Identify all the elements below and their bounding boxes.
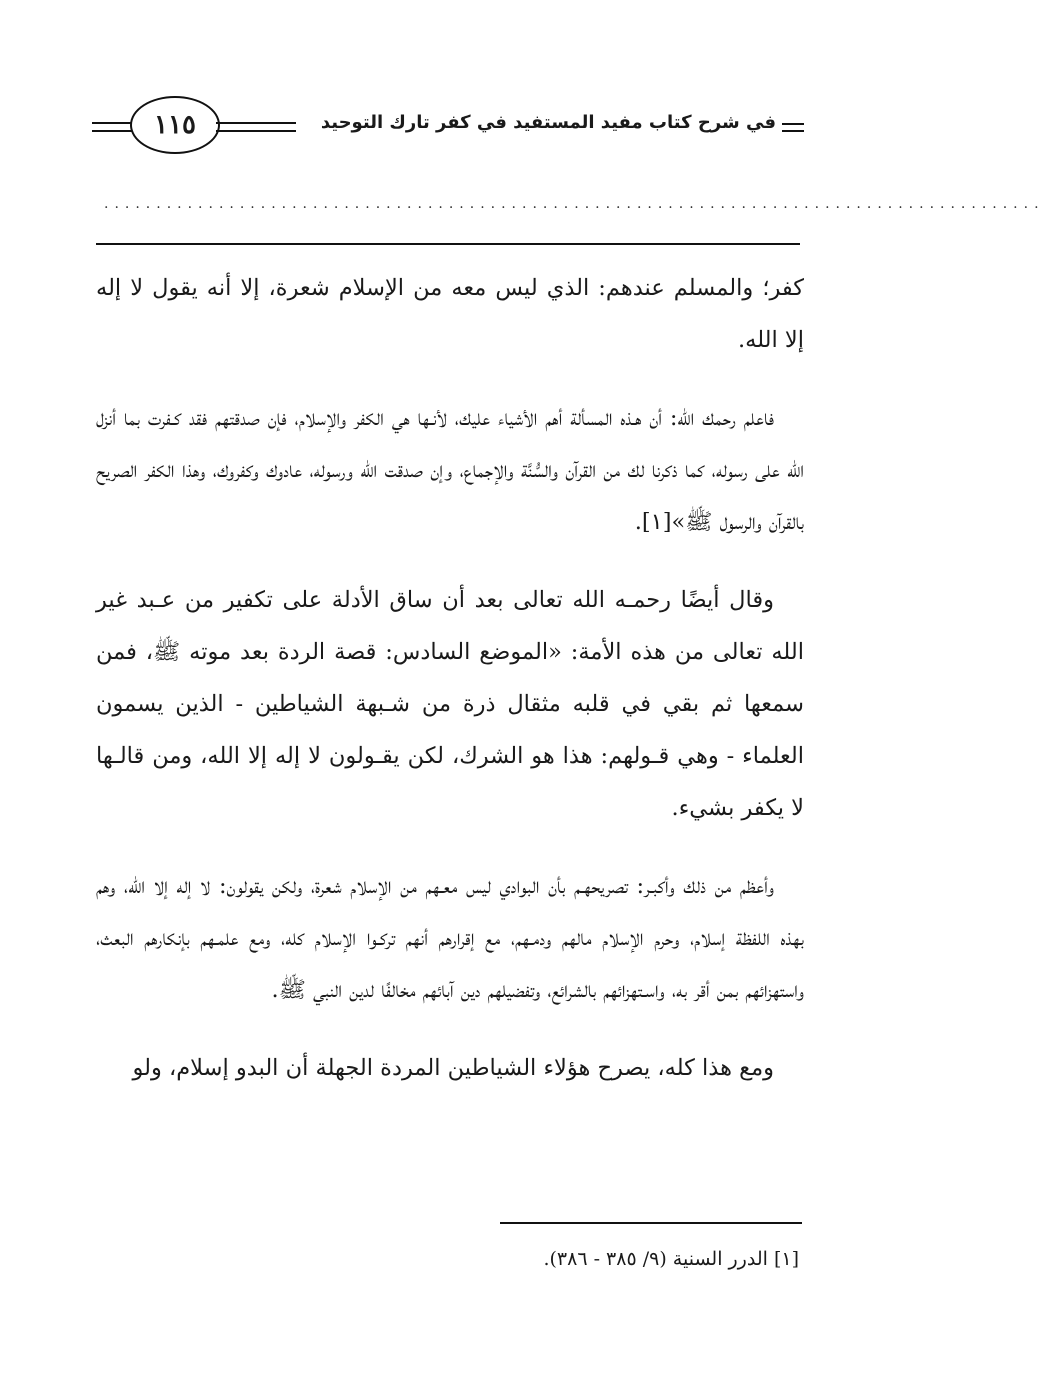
paragraph: وقال أيضًا رحمـه الله تعالى بعد أن ساق الأدلة على تكفير من عـبد غير الله تعالى من هذه الأمة: «الموضع السادس: قصة الردة بعد موته ﷺ، فمن سمعها ثم بقي في قلبه مثقال ذرة من شـبهة الشياطين - الذين يسمون العلماء - وهي قـولهم: هذا هو الشرك، لكن يقـولون لا إله إلا الله، ومن قالـها لا يكفر بشيء. (96, 587, 804, 821)
running-title: في شرح كتاب مفيد المستفيد في كفر تارك التوحيد (320, 112, 776, 133)
header-rule-middle (216, 122, 296, 132)
footnote: [١] الدرر السنية (٩/ ٣٨٥ - ٣٨٦). (543, 1248, 799, 1270)
top-rule (96, 243, 800, 245)
dotted-separator: .......................................................................................... (104, 196, 1045, 212)
page-header (92, 92, 804, 162)
main-text (96, 262, 804, 1120)
paragraph: وأعظم من ذلك وأكبـر: تصريحهـم بأن البوادي ليس معـهم من الإسلام شعرة، ولكن يقولون: لا إله إلا الله، وهم بهذه اللفظة إسلام، وحرم الإسلام مالهم ودمـهم، مع إقرارهم أنهم تركـوا الإسلام كله، ومع علمـهم بإنكارهم البعث، واستهزائهم بمن أقر به، واسـتهزائهم بالشرائع، وتفضيلهم دين آبائهم مخالفًا لدين النبي ﷺ. (96, 873, 804, 1003)
footnote-rule (500, 1222, 802, 1224)
page-number: ١١٥ (130, 96, 220, 154)
header-rule-right (782, 123, 804, 132)
paragraph: فاعلم رحمك الله: أن هـذه المسألة أهم الأشياء عليك، لأنـها هي الكفر والإسلام، فإن صدقتهم فقد كـفرت بما أنزل الله على رسوله، كما ذكرنا لك من القرآن والسُّنَّة والإجماع، وإن صدقت الله ورسوله، عادوك وكفروك، وهذا الكفر الصريح بالقرآن والرسول ﷺ»[١]. (96, 405, 804, 535)
paragraph: ومع هذا كله، يصرح هؤلاء الشياطين المردة الجهلة أن البدو إسلام، ولو (132, 1055, 774, 1081)
paragraph: كفر؛ والمسلم عندهم: الذي ليس معه من الإسلام شعرة، إلا أنه يقول لا إله إلا الله. (96, 275, 804, 353)
header-rule-left (92, 122, 134, 132)
